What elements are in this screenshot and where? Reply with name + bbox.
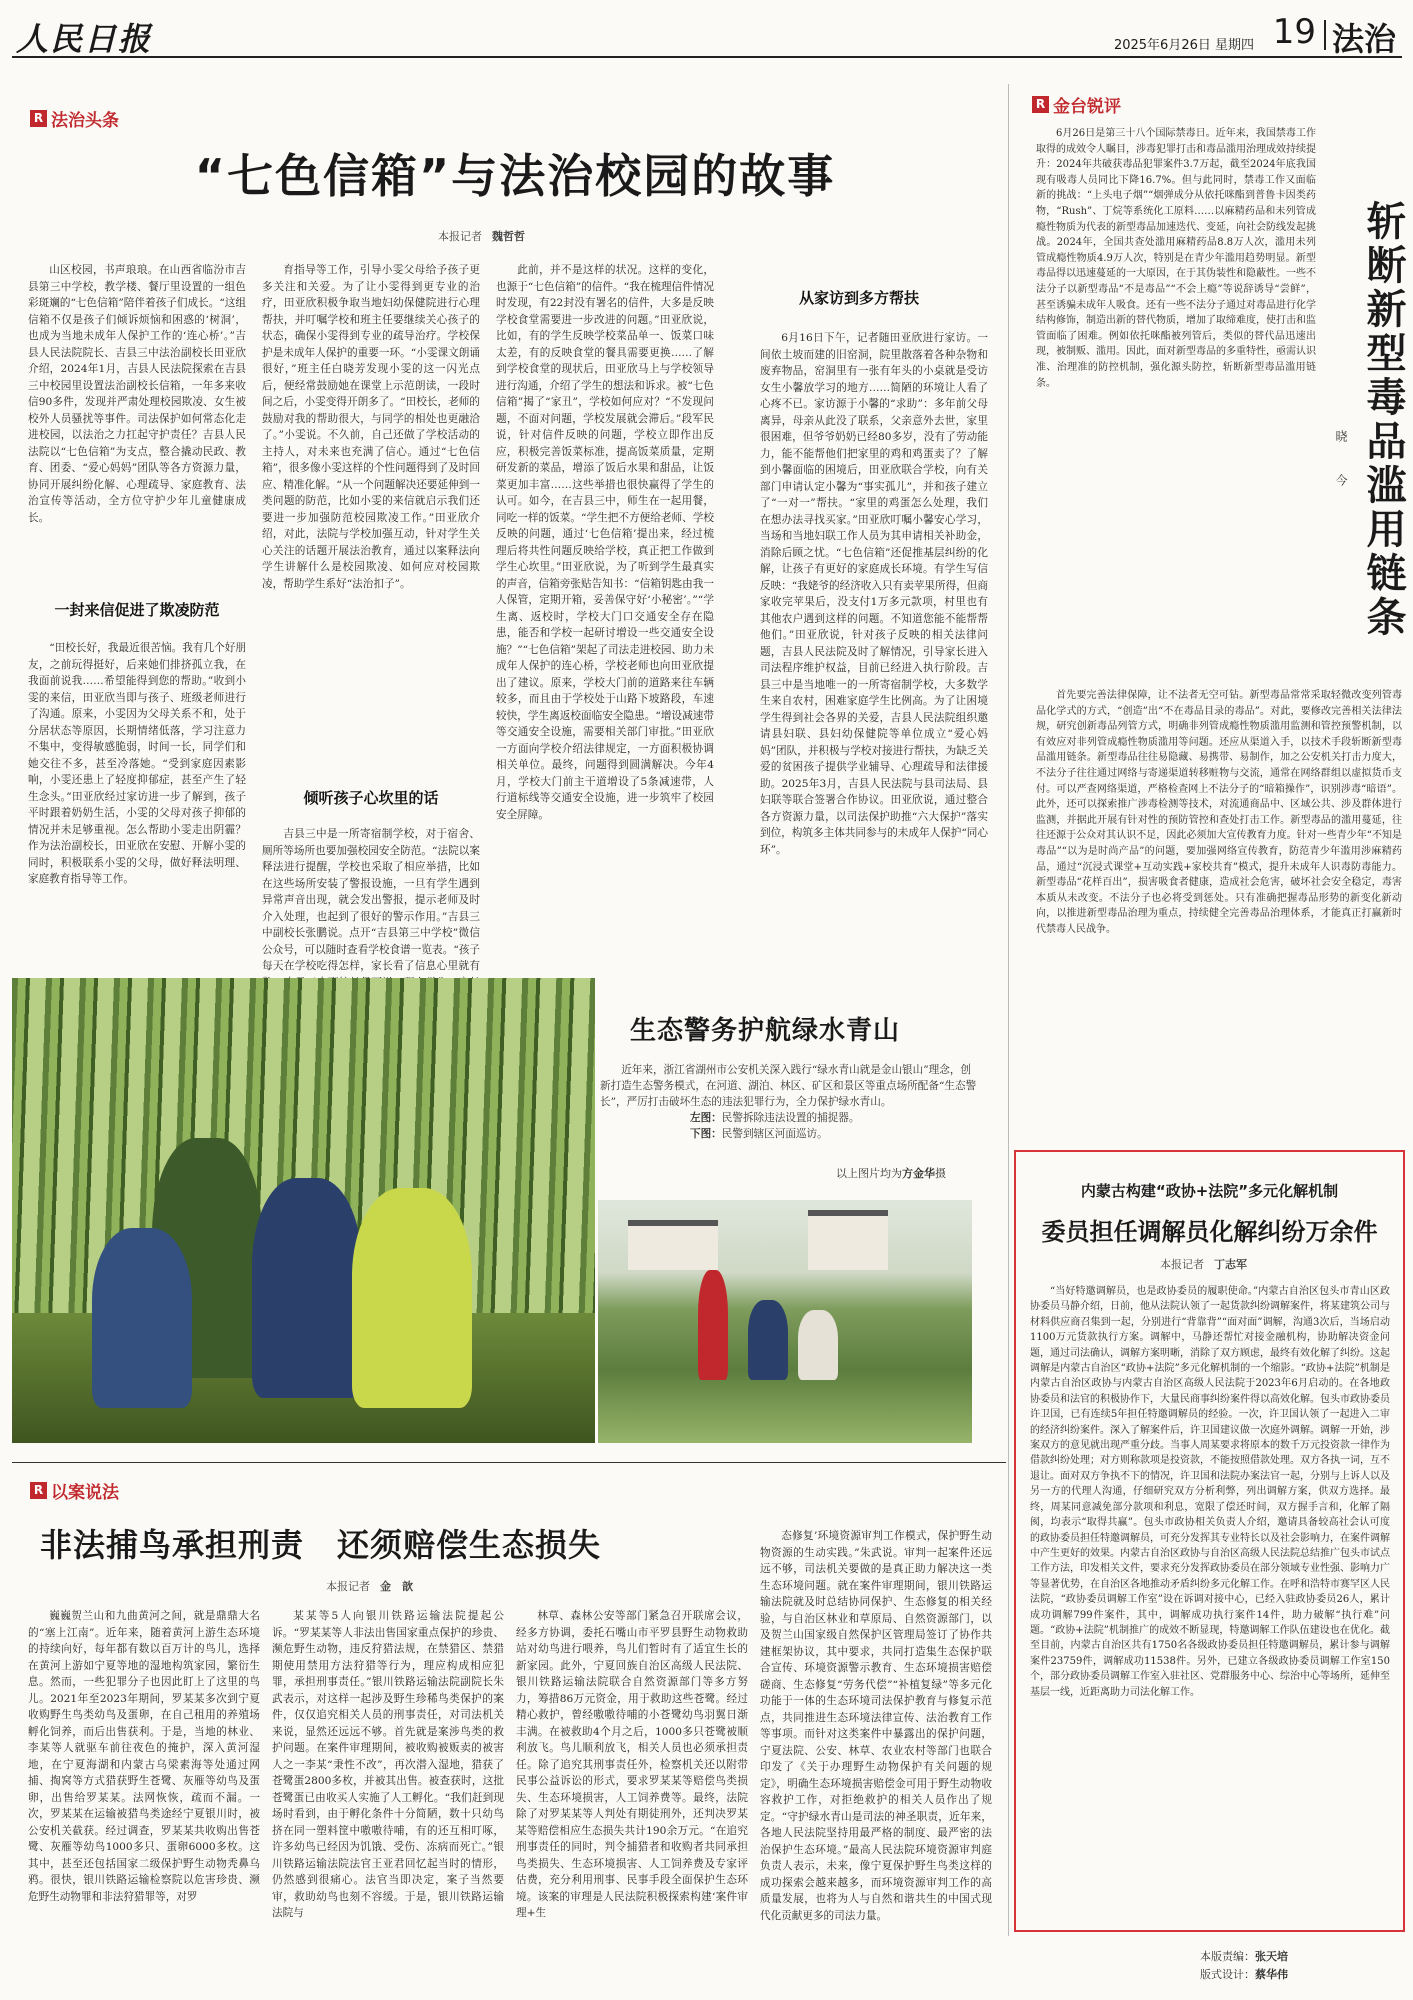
- main-col1-b: [28, 640, 246, 958]
- photo-figure: [92, 1228, 192, 1408]
- case-col1-text: 巍巍贺兰山和九曲黄河之间，就是鼎鼎大名的“塞上江南”。近年来，随着黄河上游生态环境的持续向好，每年都有数以百万计的鸟儿，选择在黄河上游如宁夏等地的湿地构筑家园，繁衍生息。然而，一些犯罪分子也因此盯上了这里的鸟儿。2021年至2023年期间，罗某某多次到宁夏收购野生鸟类幼鸟及蛋卵，在自己租用的养殖场孵化饲养，而后出售获利。于是，当地的林业、李某等人就驱车前往夜色的掩护，深入黄河湿地，在宁夏海湖和内蒙古乌梁素海等处通过网捕、掏窝等方式猎获野生苍鹭、灰雁等幼鸟及蛋卵，出售给罗某某。法网恢恢，疏而不漏。一次，罗某某在运输被猎鸟类途经宁夏银川时，被公安机关截获。经过调查，罗某某共收购出售苍鹭、灰雁等幼鸟1000多只、蛋卵6000多枚。这其中，甚至还包括国家二级保护野生动物秃鼻乌鸦。很快，银川铁路运输检察院以危害珍贵、濒危野生动物罪和非法狩猎罪等，对罗: [28, 1610, 260, 1903]
- caption-line-bottom: [690, 1126, 980, 1142]
- caption-top-label: 左图：: [690, 1112, 722, 1124]
- subhead-bullying: 一封来信促进了欺凌防范: [54, 601, 220, 619]
- main-col2-b: [262, 826, 480, 972]
- main-col3: [496, 262, 714, 958]
- credit-suffix: 摄: [935, 1167, 946, 1180]
- main-col4: [760, 330, 988, 958]
- subhead-home-visit: 从家访到多方帮扶: [798, 289, 919, 307]
- column-tag-fazhi[interactable]: [30, 106, 119, 131]
- case-col3: [516, 1608, 748, 1988]
- caption-top: 民警拆除违法设置的捕捉器。: [721, 1112, 860, 1124]
- photo-figure: [748, 1300, 788, 1380]
- page-number: 19: [1272, 12, 1316, 52]
- byline-author: 金 歆: [380, 1580, 413, 1593]
- main-subhead3-wrap: [730, 284, 988, 324]
- boxed-byline: [1160, 1256, 1247, 1272]
- column-divider: [1008, 84, 1009, 1936]
- photo-river-patrol[interactable]: [598, 1200, 972, 1443]
- boxed-headline[interactable]: 委员担任调解员化解纠纷万余件: [1041, 1218, 1378, 1246]
- case-col1: [28, 1608, 260, 1988]
- main-subhead2-wrap: [262, 784, 480, 818]
- case-col4: [760, 1528, 992, 1988]
- main-col2-b-text: 吉县三中是一所寄宿制学校，对于宿舍、厕所等场所也要加强校园安全防范。“法院以案释法进行提醒，学校也采取了相应举措，比如在这些场所安装了警报设施，一旦有学生遇到异常声音出现，就会发出警报，提示老师及时介入处理，也起到了很好的警示作用。”吉县三中副校长张鹏说。点开“吉县第三中学校”微信公众号，可以随时查看学校食谱一览表。“孩子每天在学校吃得怎样，家长看了信息心里就有: [262, 828, 480, 972]
- byline-label: 本报记者: [326, 1580, 370, 1593]
- case-byline: [326, 1578, 413, 1594]
- case-col3-text: 林草、森林公安等部门紧急召开联席会议，经多方协调，委托石嘴山市平罗县野生动物救助站对幼鸟进行喂养，鸟儿们暂时有了适宜生长的新家园。此外，宁夏回族自治区高级人民法院、银川铁路运输法院联合自然资源部门等多方努力，筹措86万元资金，用于救助这些苍鹭。经过精心救护，曾经嗷嗷待哺的小苍鹭幼鸟羽翼日渐丰满。在被救助4个月之后，1000多只苍鹭被顺利放飞。鸟儿顺利放飞，相关人员也必须承担责任。除了追究其刑事责任外，检察机关还以附带民事公益诉讼的形式，要求罗某某等赔偿鸟类损失、生态环境损害，人工饲养费等。最终，法院除了对罗某某等人判处有期徒刑外，还判决罗某某等赔偿相应生态损失共计190余万元。“在追究刑事责任的同时，判令捕猎者和收购者共同承担鸟类损失、生态环境损害、人工饲养费及专家评估费，充分利用刑事、民事手段全面保护生态环境。该案的审理是人民法院积极探索构建‘案件审理+生: [516, 1610, 748, 1919]
- masthead: [12, 12, 1402, 58]
- page-credits: [1200, 1948, 1288, 1984]
- column-tag-label: 以案说法: [51, 1483, 119, 1503]
- credit-name: 方金华: [902, 1167, 935, 1180]
- main-col3-text: 此前，并不是这样的状况。这样的变化，也源于“七色信箱”的信件。“我在梳理信件情况时发现，有22封没有署名的信件，大多是反映学校食堂需要进一步改进的问题。”田亚欣说，比如，有的学生反映学校菜品单一、饭菜口味太差，有的反映食堂的餐具需要更换……了解到学校食堂的现状后，田亚欣马上与学校领导进行沟通，介绍了学生的想法和诉求。被“七色信箱”揭了“家丑”，学校如何应对？“不发现问题，不面对问题，学校发展就会滞后。”段军民说，针对信件反映的问题，学校立即作出反应，积极完善饭菜标准，提高饭菜质量，定期研发新的菜品，增添了饭后水果和甜品，让饭菜更加丰富……这些举措也很快赢得了学生的认可。如今，在吉县三中，师生在一起用餐，同吃一样的饭菜。“学生把不方便给老师、学校反映的问题，通过‘七色信箱’提出来，经过梳理后将共性问题反映给学校，真正把工作做到学生心坎里。”田亚欣说，为了听到学生最真实的声音，信箱旁张贴告知书：“信箱钥匙由我一人保管，定期开箱，妥善保守好‘小秘密’。”“学生离、返校时，学校大门口交通安全存在隐患，能否和学校一起研讨增设一些交通安全设施？”“七色信箱”架起了司法走进校园、助力未成年人保护的连心桥，学校老师也向田亚欣提出了建议。原来，学校大门前的道路来往车辆较多，而且由于学校处于山路下坡路段，车速较快，学生离返校面临安全隐患。“增设减速带等交通安全设施，需要相关部门审批。”田亚欣一方面向学校介绍法律规定，一方面积极协调相关单位。最终，问题得到圆满解决。今年4月，学校大门前主干道增设了5条减速带，人行道标线等交通安全设施，进一步筑牢了校园安全屏障。: [496, 264, 714, 821]
- commentary-col-b: [1036, 688, 1402, 1140]
- column-r-icon: R: [30, 110, 47, 127]
- photo-figure: [352, 1188, 472, 1408]
- case-headline[interactable]: 非法捕鸟承担刑责 还须赔偿生态损失: [40, 1526, 602, 1564]
- photo-house: [808, 1210, 888, 1270]
- commentary-author: 晓 今: [1334, 430, 1348, 496]
- column-r-icon: R: [1032, 96, 1049, 113]
- byline-author: 丁志军: [1214, 1258, 1247, 1271]
- photo-figure: [698, 1270, 728, 1380]
- issue-date: 2025年6月26日 星期四: [1113, 38, 1254, 53]
- designer-name: 蔡华伟: [1255, 1968, 1288, 1981]
- main-col1-b-text: “田校长好，我最近很苦恼。我有几个好朋友，之前玩得挺好，后来她们排挤孤立我，在我面前说我……希望能得到您的帮助。”收到小雯的来信，田亚欣当即与孩子、班级老师进行了沟通。原来，小雯因为父母关系不和，处于分居状态等原因，长期情绪低落，学习注意力不集中，变得敏感脆弱，时间一长，同学们和她交往不多，甚至冷落她。“受到家庭因素影响，小雯还患上了轻度抑郁症，甚至产生了轻生念头。”田亚欣经过家访进一步了解到，孩子平时跟着奶奶生活，小雯的父母对孩子抑郁的情况并未足够重视。怎么帮助小雯走出阴霾？作为法治副校长，田亚欣在安慰、开解小雯的同时，积极联系小雯的父母，做好释法明理、家庭教育指导等工作。: [28, 642, 246, 885]
- caption-bottom: 民警到辖区河面巡访。: [721, 1128, 828, 1140]
- caption-bottom-label: 下图：: [690, 1128, 722, 1140]
- photo-house: [628, 1220, 718, 1270]
- main-byline: [438, 228, 525, 244]
- main-subhead1-wrap: [28, 596, 246, 636]
- boxed-kicker: 内蒙古构建“政协+法院”多元化解机制: [1080, 1182, 1339, 1200]
- subhead-listen: 倾听孩子心坎里的话: [303, 789, 439, 807]
- main-col2-a-text: 育指导等工作，引导小雯父母给予孩子更多关注和关爱。为了让小雯得到更专业的治疗，田亚欣积极争取当地妇幼保健院进行心理帮扶，并叮嘱学校和班主任要继续关心孩子的状态，确保小雯得到专业的疏导治疗。学校保护是未成年人保护的重要一环。“小雯课文朗诵很好，”班主任白晓芳发现小雯的这一闪光点后，便经常鼓励她在课堂上示范朗读，一段时间之后，小雯变得开朗多了。“田校长，老师的鼓励对我的帮助很大，与同学的相处也更融洽了。”小雯说。不久前，自己还做了学校活动的主持人，对未来也充满了信心。通过“七色信箱”，很多像小雯这样的个性问题得到了及时回应、精准化解。“从一个问题解决还要延伸到一类问题的防范，比如小雯的来信就启示我们还要进一步加强防范校园欺凌工作。”田亚欣介绍，对此，法院与学校加强互动，针对学生关心关注的话题开展法治教育，通过以案释法向学生讲解什么是校园欺凌、如何应对校园欺凌，帮助学生系好“法治扣子”。: [262, 264, 480, 590]
- byline-label: 本报记者: [1160, 1258, 1204, 1271]
- photo-feature-title[interactable]: 生态警务护航绿水青山: [630, 1016, 901, 1046]
- column-tag-commentary[interactable]: [1032, 92, 1121, 117]
- credit-prefix: 以上图片均为: [836, 1167, 902, 1180]
- column-tag-label: 法治头条: [51, 111, 119, 131]
- editor-label: 本版责编：: [1200, 1950, 1255, 1963]
- main-col4-text: 6月16日下午，记者随田亚欣进行家访。一间依土坡而建的旧窑洞，院里散落着各种杂物和废弃物品，窑洞里有一张有年头的小桌就是受访女生小馨放学习的地方……简陋的环境让人看了心疼不已。家访源于小馨的“求助”：多年前父母离异，母亲从此没了联系，父亲意外去世，家里很困难，但爷爷奶奶已经80多岁，没有了劳动能力，能不能帮他们把家里的鸡和鸡蛋卖了？了解到小馨面临的困境后，田亚欣联合学校，向有关部门申请认定小馨为“事实孤儿”，并和孩子建立了“一对一”帮扶。“家里的鸡蛋怎么处理，我们在想办法寻找买家。”田亚欣叮嘱小馨安心学习，当场和当地妇联工作人员为其申请相关补助金，消除后顾之忧。“七色信箱”还促推基层纠纷的化解，让孩子有更好的家庭成长环境。有学生写信反映：“我姥爷的经济收入只有卖苹果所得，但商家收完苹果后，没支付1万多元款项，村里也有其他农户遇到这样的问题。不知道您能不能帮帮他们。”田亚欣说，针对孩子反映的相关法律问题，吉县人民法院及时了解情况，引导家长进入司法程序维护权益，目前已经进入执行阶段。吉县三中是当地唯一的一所寄宿制学校，大多数学生来自农村，困难家庭学生比例高。为了让困境学生得到社会各界的关爱，吉县人民法院组织邀请县妇联、县妇幼保健院等单位成立“爱心妈妈”团队，并积极与学校对接进行帮扶，为缺乏关爱的贫困孩子提供学业辅导、心理疏导和法律援助。2025年3月，吉县人民法院与县司法局、县妇联等联合签署合作协议。田亚欣说，通过整合各方资源力量，以司法保护助推“六大保护”落实到位，构筑多主体共同参与的未成年人保护“同心环”。: [760, 332, 988, 856]
- photo-police-bamboo[interactable]: [12, 978, 595, 1443]
- editor-line: [1200, 1948, 1288, 1966]
- editor-name: 张天培: [1255, 1950, 1288, 1963]
- photo-figure: [252, 1178, 362, 1398]
- photo-credit: [836, 1165, 946, 1181]
- commentary-col-a: [1036, 126, 1316, 686]
- byline-author: 魏哲哲: [492, 230, 525, 243]
- commentary-text-a: 6月26日是第三十八个国际禁毒日。近年来，我国禁毒工作取得的成效令人瞩目，涉毒犯罪打击和毒品滥用治理成效持续提升：2024年共破获毒品犯罪案件3.7万起，截至2024年底我国现有吸毒人员同比下降16.7%。但与此同时，禁毒工作又面临新的挑战：“上头电子烟”“烟弹成分从依托咪酯到普鲁卡因类药物，“Rush”、丁烷等系统化工原料……以麻精药品和未列管成瘾性物质为代表的新型毒品加速迭代、变延，向社会防线发起挑战。2024年，全国共查处滥用麻精药品8.8万人次，滥用未列管成瘾性物质4.9万人次，特别是在青少年滥用趋势明显。新型毒品得以迅速蔓延的一大原因，在于其伪装性和隐蔽性。一些不法分子以新型毒品“不是毒品”“不会上瘾”等说辞诱导“尝鲜”，甚至诱骗未成年人吸食。还有一些不法分子通过对毒品进行化学结构修饰，制造出新的替代物质，增加了取缔难度，使打击和监管面临了困难。例如依托咪酯被列管后，类似的替代品迅速出现，被制贩、滥用。因此，面对新型毒品的多重特性，亟需认识准、治理准的防控机制，强化源头防控，斩断新型毒品滥用链条。: [1036, 128, 1316, 389]
- main-col2-a: [262, 262, 480, 784]
- main-col1-a-text: 山区校园，书声琅琅。在山西省临汾市吉县第三中学校，教学楼、餐厅里设置的一组色彩斑斓的“七色信箱”陪伴着孩子们成长。“这组信箱不仅是孩子们倾诉烦恼和困惑的‘树洞’，也成为当地未成年人保护工作的‘连心桥’。”吉县人民法院院长、吉县三中法治副校长田亚欣介绍，2024年1月，吉县人民法院探索在吉县三中校园里设置法治副校长信箱，一年多来收信90多件，发现并严肃处理校园欺凌、女生被校外人员骚扰等事件。司法保护如何常态化走进校园，以法治之力扛起守护责任？吉县人民法院以“七色信箱”为支点，整合撬动民政、教育、团委、“爱心妈妈”团队等各方资源力量，协同开展纠纷化解、心理疏导、家庭教育、法治宣传等活动，全方位守护少年儿童健康成长。: [28, 264, 246, 524]
- designer-line: [1200, 1966, 1288, 1984]
- main-col1-a: [28, 262, 246, 562]
- boxed-body-text: “当好特邀调解员，也是政协委员的履职使命。”内蒙古自治区包头市青山区政协委员马静介绍，日前，他从法院认领了一起货款纠纷调解案件，将某建筑公司与材料供应商召集到一起，分别进行“背靠背”“面对面”调解，沟通3次后，当场启动1100万元货款执行方案。调解中，马静还帮忙对接金融机构，协助解决资金问题，通过司法确认，调解方案明晰，消除了双方顾虑，最终有效化解了纠纷。这起调解是内蒙古自治区“政协+法院”多元化解机制的一个缩影。“政协+法院”机制是内蒙古自治区政协与内蒙古自治区高级人民法院于2023年6月启动的。在各地政协委员和法官的积极协作下，大量民商事纠纷案件得以高效化解。包头市政协委员许卫国，已有连续5年担任特邀调解员的经验。一次，许卫国认领了一起进入二审的经济纠纷案件。深入了解案件后，许卫国建议做一次庭外调解。调解一开始，涉案双方的意见就出现严重分歧。当事人周某要求将原本的数千万元投资款一律作为借款纠纷处理；对方则称款项是投资款，不能按照借款处理。双方各执一词，互不退让。面对双方争执不下的情况，许卫国和法院办案法官一起，分别与上诉人以及另一方的代理人沟通，仔细研究双方分析利弊，列出调解方案，供双方选择。最终，周某同意减免部分款项和利息，宽限了偿还时间，双方握手言和，化解了隔阂，均表示“取得共赢”。包头市政协相关负责人介绍，邀请具备较高社会认可度的政协委员担任特邀调解员，可充分发挥其专业特长以及社会影响力，在案件调解中产生更好的效果。内蒙古自治区政协与自治区高级人民法院总结推广包头市试点工作方法，印发相关文件，要求充分发挥政协委员在部分领域专业性强、影响力广等显著优势，在自治区各地推动矛盾纠纷多元化解工作。在呼和浩特市赛罕区人民法院，“政协委员调解工作室”设在诉调对接中心，已经入驻政协委员26人，累计成功调解799件案件，其中，调解成功执行案件14件，助力破解“执行难”问题。“政协+法院”机制推广的成效不断显现，特邀调解工作队伍建设也在优化。截至目前，内蒙古自治区共有1750名各级政协委员担任特邀调解员，累计参与调解案件23759件，调解成功11538件。另外，已建立各级政协委员调解工作室150个，部分政协委员调解工作室入驻社区、党群服务中心、综治中心等场所，延伸至基层一线，近距离助力司法化解工作。: [1030, 1286, 1390, 1698]
- byline-label: 本报记者: [438, 230, 482, 243]
- commentary-text-b: 首先要完善法律保障，让不法者无空可钻。新型毒品常常采取轻微改变列管毒品化学式的方式，“创造”出“不在毒品目录的毒品”。对此，要修改完善相关法律法规，研究创新毒品列管方式，明确非列管成瘾性物质滥用监测和管控预警机制，以有效应对非列管成瘾性物质滥用等问题。还应从渠道入手，以技术手段斩断新型毒品滥用链条。新型毒品往往易隐藏、易携带、易制作，加之公安机关打击力度大，不法分子往往通过网络与寄递渠道转移赃物与交流，通常在网络群组以虚拟货币支付。可以严查网络渠道，严格检查网上不法分子的“暗箱操作”，识别涉毒“暗语”。此外，还可以探索推广涉毒检测等技术，对流通商品中、区域公共、涉及群体进行监测，并据此开展有针对性的预防管控和查处打击工作。新型毒品的滥用蔓延，往往还源于公众对其认识不足，因此必须加大宣传教育力度。针对一些青少年“不知是毒品”“以为是时尚产品”的问题，要加强网络宣传教育，防范青少年滥用涉麻精药品，通过“沉浸式课堂+互动实践+家校共育”模式，提升未成年人识毒防毒能力。新型毒品“花样百出”，损害吸食者健康，造成社会危害，破坏社会安全稳定，毒害本质从未改变。不法分子也必将受到惩处。只有准确把握毒品形势的新变化新动向，以推进新型毒品治理为重点，持续健全完善毒品治理体系，才能真正打赢新时代禁毒人民战争。: [1036, 690, 1402, 935]
- section-name: 法治: [1331, 20, 1396, 58]
- column-tag-label: 金台锐评: [1053, 97, 1121, 117]
- designer-label: 版式设计：: [1200, 1968, 1255, 1981]
- case-col2-text: 某某等5人向银川铁路运输法院提起公诉。“罗某某等人非法出售国家重点保护的珍贵、濒危野生动物，违反狩猎法规，在禁猎区、禁猎期使用禁用方法狩猎等行为，理应构成相应犯罪，承担刑事责任。”银川铁路运输法院副院长朱武表示，对这样一起涉及野生珍稀鸟类保护的案件，仅仅追究相关人员的刑事责任，对司法机关来说，显然还远远不够。首先就是案涉鸟类的救护问题。在案件审理期间，被收购被贩卖的被害人之一李某“秉性不改”，再次潜入湿地，猎获了苍鹭蛋2800多枚，并被其出售。被查获时，这批苍鹭蛋已由收买人实施了人工孵化。“我们赶到现场时看到，由于孵化条件十分简陋，数十只幼鸟挤在同一塑料筐中嗷嗷待哺，有的还互相叮啄，许多幼鸟已经因为饥饿、受伤、冻病而死亡。”银川铁路运输法院法官王亚君回忆起当时的情形，仍然感到很痛心。法官当即决定，案子当然要审，救助幼鸟也刻不容缓。于是，银川铁路运输法院与: [272, 1610, 504, 1919]
- case-col2: [272, 1608, 504, 1988]
- masthead-divider: [1324, 20, 1326, 50]
- boxed-body: [1030, 1284, 1390, 1920]
- photo-figure: [798, 1310, 838, 1380]
- commentary-headline[interactable]: 斩断新型毒品滥用链条: [1360, 200, 1406, 640]
- photo-feature-body: 近年来，浙江省湖州市公安机关深入践行“绿水青山就是金山银山”理念，创新打造生态警务模式，在河道、湖泊、林区、矿区和景区等重点场所配备“生态警长”，严厉打击破坏生态的违法犯罪行为，全力保护绿水青山。: [600, 1064, 977, 1108]
- main-headline[interactable]: “七色信箱”与法治校园的故事: [194, 149, 836, 203]
- photo-feature-text: [600, 1062, 980, 1142]
- column-r-icon: R: [30, 1482, 47, 1499]
- case-col4-text: 态修复’环境资源审判工作模式，保护野生动物资源的生动实践。”朱武说。审判一起案件还远远不够，司法机关要做的是真正助力解决这一类生态环境问题。就在案件审理期间，银川铁路运输法院就及时总结协同保护、生态修复的相关经验，与自治区林业和草原局、自然资源部门，以及贺兰山国家级自然保护区管理局签订了协作共建框架协议，其中要求，共同打造集生态保护联合宣传、环境资源警示教育、生态环境损害赔偿磋商、生态修复“劳务代偿”“补植复绿”等多元化功能于一体的生态环境司法保护教育与修复示范点，共同推进生态环境法律宣传、法治教育工作等事项。而针对这类案件中暴露出的保护问题，宁夏法院、公安、林草、农业农村等部门也联合印发了《关于办理野生动物保护有关问题的规定》，明确生态环境损害赔偿金可用于野生动物收容救护工作，对拒绝救护的相关人员作出了规定。“守护绿水青山是司法的神圣职责，近年来，各地人民法院坚持用最严格的制度、最严密的法治保护生态环境。”最高人民法院环境资源审判庭负责人表示，未来，像宁夏保护野生鸟类这样的成功探索会越来越多，而环境资源审判工作的高质量发展，也将为人与自然和谐共生的中国式现代化贡献更多的司法力量。: [760, 1530, 992, 1922]
- section-divider: [12, 1462, 1006, 1463]
- newspaper-logo[interactable]: 人民日报: [16, 20, 153, 58]
- column-tag-case[interactable]: [30, 1478, 119, 1503]
- caption-line-left: [690, 1110, 980, 1126]
